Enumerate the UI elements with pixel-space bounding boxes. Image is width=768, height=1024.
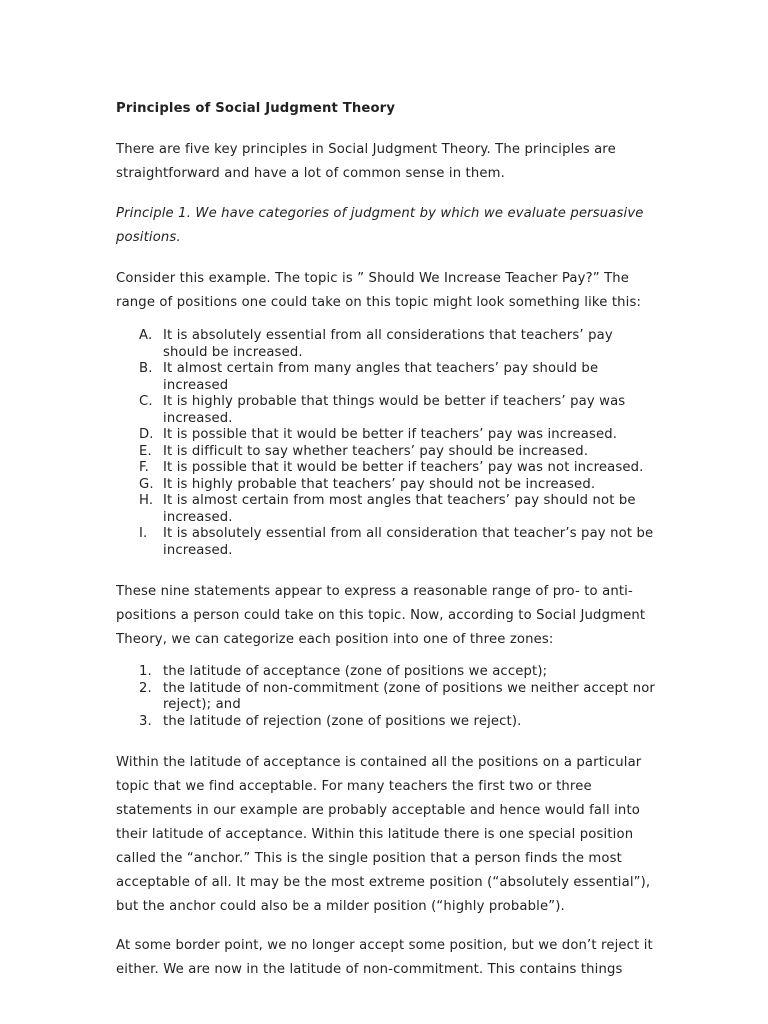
example-intro-paragraph: Consider this example. The topic is ” Should We Increase Teacher Pay?” The range of positions one could take on this topic might look something like this: [116, 271, 642, 310]
list-item [116, 526, 656, 559]
noncommitment-paragraph: At some border point, we no longer accept some position, but we don’t reject it either. We are now in the latitude of non-commitment. This contains things [116, 938, 653, 977]
principle-1-paragraph: Principle 1. We have categories of judgment by which we evaluate persuasive positions. [116, 206, 644, 245]
list-marker: G. [139, 476, 154, 492]
list-item-text: It almost certain from many angles that teachers’ pay should be increased [163, 361, 599, 393]
list-item [116, 427, 656, 444]
list-item [116, 477, 656, 494]
list-marker: D. [139, 427, 154, 442]
list-marker: 2. [139, 680, 152, 696]
list-item [116, 394, 656, 427]
list-item [116, 361, 656, 394]
list-item-text: It is highly probable that teachers’ pay should not be increased. [163, 476, 596, 492]
list-item [116, 681, 656, 714]
list-marker: 1. [139, 664, 152, 679]
list-marker: F. [139, 460, 149, 475]
list-marker: C. [139, 394, 153, 409]
list-item-text: It is absolutely essential from all consideration that teacher’s pay not be increased. [163, 526, 654, 558]
document-title: Principles of Social Judgment Theory [116, 101, 396, 116]
list-item-text: It is difficult to say whether teachers’ pay should be increased. [163, 443, 589, 459]
list-item [116, 493, 656, 526]
list-item-text: the latitude of non-commitment (zone of positions we neither accept nor reject); and [163, 680, 655, 712]
list-item [116, 664, 656, 681]
list-item-text: It is highly probable that things would be better if teachers’ pay was increased. [163, 394, 626, 426]
list-marker: E. [139, 443, 152, 459]
list-item-text: the latitude of rejection (zone of positions we reject). [163, 713, 522, 729]
list-item [116, 328, 656, 361]
list-item-text: It is possible that it would be better if teachers’ pay was not increased. [163, 460, 644, 475]
list-item [116, 444, 656, 461]
list-marker: I. [139, 526, 148, 541]
list-item [116, 460, 656, 477]
positions-list [116, 328, 656, 559]
list-item-text: It is almost certain from most angles that teachers’ pay should not be increased. [163, 493, 636, 525]
list-marker: A. [139, 328, 153, 343]
zones-list [116, 664, 656, 730]
zones-intro-paragraph: These nine statements appear to express a reasonable range of pro- to anti-positions a person could take on this topic. Now, according to Social Judgment Theory, we can categorize each position into one of three zones: [116, 584, 646, 647]
acceptance-paragraph: Within the latitude of acceptance is contained all the positions on a particular topic that we find acceptable. For many teachers the first two or three statements in our example are probably acceptable and hence would fall into their latitude of acceptance. Within this latitude there is one special position called the “anchor.” This is the single position that a person finds the most acceptable of all. It may be the most extreme position (“absolutely essential”), but the anchor could also be a milder position (“highly probable”). [116, 755, 651, 914]
list-item-text: It is possible that it would be better if teachers’ pay was increased. [163, 427, 618, 442]
intro-paragraph: There are five key principles in Social Judgment Theory. The principles are straightforward and have a lot of common sense in them. [116, 142, 616, 181]
list-item [116, 714, 656, 731]
list-item-text: It is absolutely essential from all considerations that teachers’ pay should be increased. [163, 328, 613, 360]
list-marker: 3. [139, 713, 152, 729]
list-marker: H. [139, 493, 154, 508]
list-item-text: the latitude of acceptance (zone of positions we accept); [163, 664, 548, 679]
list-marker: B. [139, 361, 153, 376]
